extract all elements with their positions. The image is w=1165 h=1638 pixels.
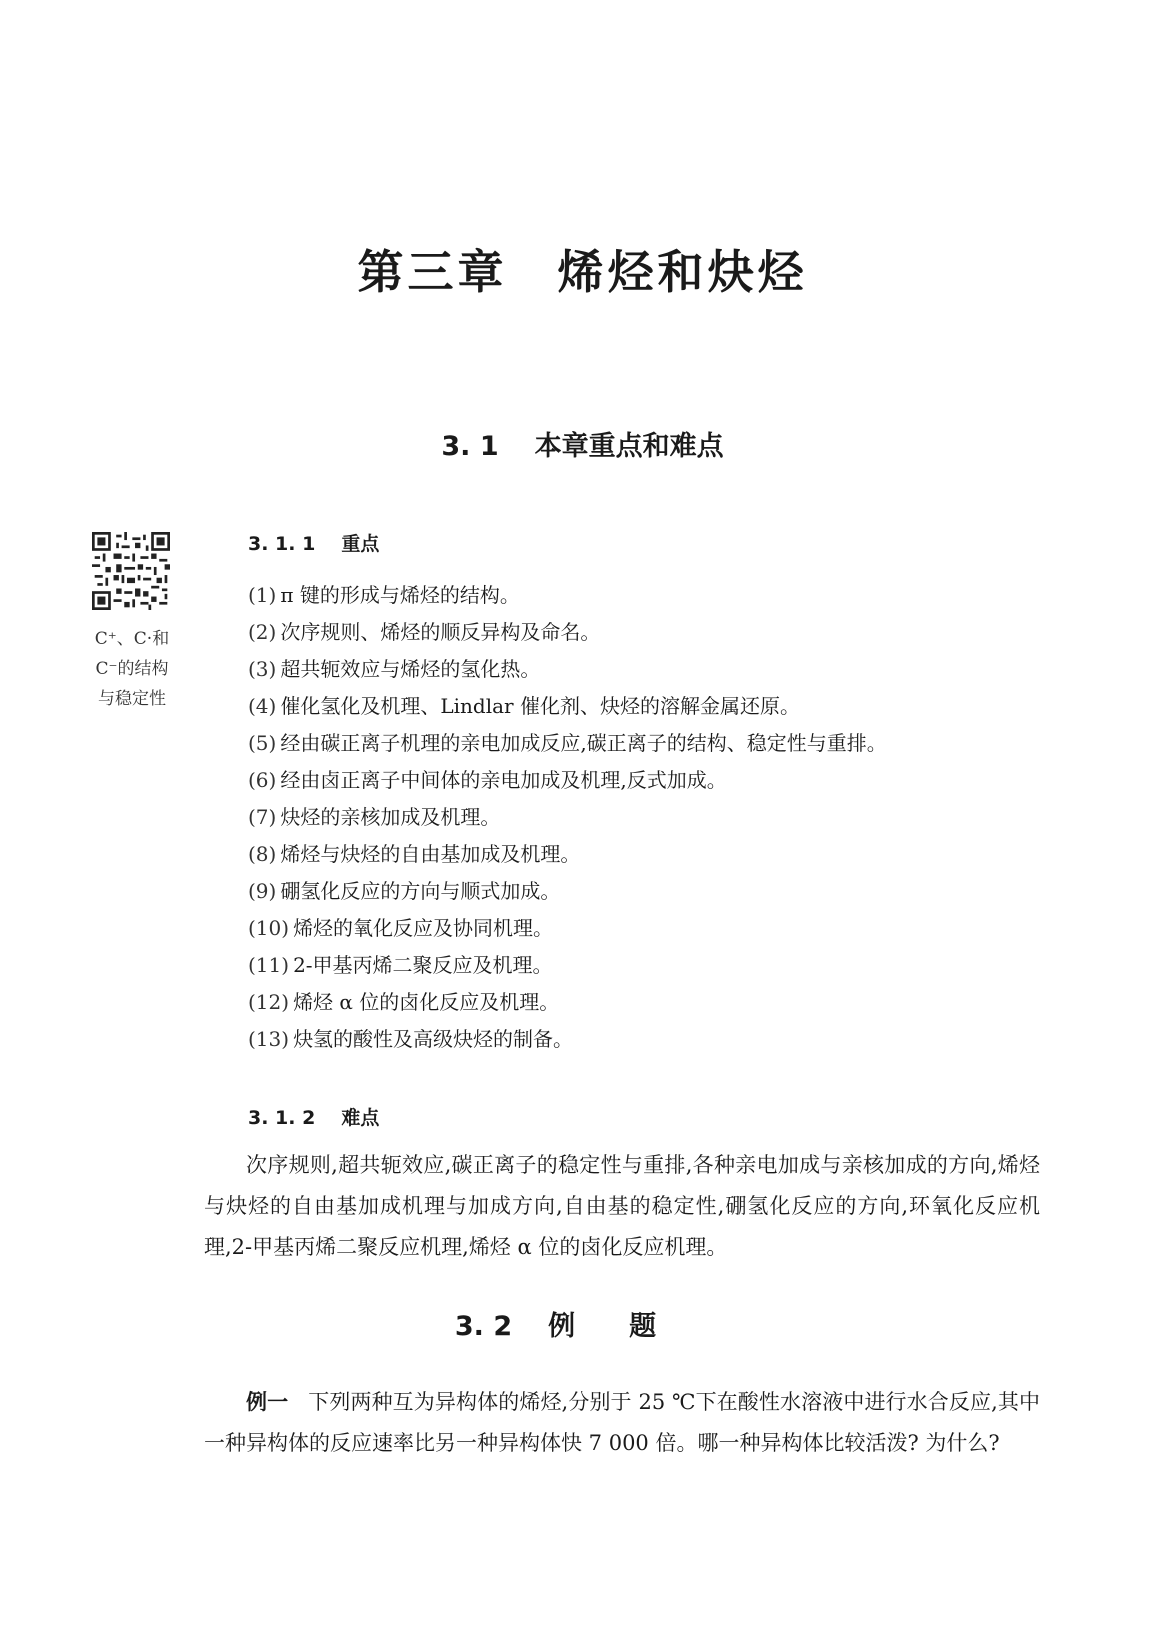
list-item-text: 烯烃的氧化反应及协同机理。 — [293, 916, 554, 940]
qr-caption-line: 与稳定性 — [98, 689, 166, 709]
list-item-text: 次序规则、烯烃的顺反异构及命名。 — [280, 620, 601, 644]
list-item — [248, 836, 1028, 873]
list-item — [248, 910, 1028, 947]
list-item-text: 硼氢化反应的方向与顺式加成。 — [280, 879, 561, 903]
list-item — [248, 725, 1028, 762]
list-item-index: (10) — [248, 916, 290, 940]
list-item-index: (8) — [248, 842, 277, 866]
chapter-title: 第三章 烯烃和炔烃 — [357, 245, 808, 299]
list-item — [248, 984, 1028, 1021]
list-item-text: 经由卤正离子中间体的亲电加成及机理,反式加成。 — [280, 768, 727, 792]
qr-code-icon[interactable] — [92, 532, 170, 610]
qr-code-graphic — [92, 532, 170, 610]
key-points-list — [248, 577, 1028, 1058]
list-item-text: 2-甲基丙烯二聚反应及机理。 — [293, 953, 553, 977]
list-item — [248, 651, 1028, 688]
list-item-index: (9) — [248, 879, 277, 903]
list-item-text: 烯烃与炔烃的自由基加成及机理。 — [280, 842, 581, 866]
subsection-title-text: 重点 — [341, 533, 380, 555]
subsection-title-difficulties — [248, 1103, 379, 1130]
section-title-text: 本章重点和难点 — [534, 431, 724, 462]
subsection-title-text: 难点 — [341, 1107, 380, 1129]
list-item-index: (3) — [248, 657, 277, 681]
list-item-text: 炔烃的亲核加成及机理。 — [280, 805, 501, 829]
list-item-index: (4) — [248, 694, 277, 718]
list-item-text: π 键的形成与烯烃的结构。 — [280, 583, 520, 607]
subsection-title-key-points — [248, 529, 379, 556]
qr-caption-line: C⁻的结构 — [95, 659, 169, 679]
list-item-index: (1) — [248, 583, 277, 607]
qr-caption-line: C⁺、C·和 — [94, 629, 170, 649]
list-item-index: (6) — [248, 768, 277, 792]
list-item-index: (13) — [248, 1027, 290, 1051]
list-item-text: 超共轭效应与烯烃的氢化热。 — [280, 657, 541, 681]
subsection-number: 3. 1. 2 — [248, 1107, 316, 1129]
example-paragraph — [204, 1382, 1040, 1464]
list-item-text: 经由碳正离子机理的亲电加成反应,碳正离子的结构、稳定性与重排。 — [280, 731, 887, 755]
section-number: 3. 1 — [441, 431, 499, 462]
list-item-index: (5) — [248, 731, 277, 755]
subsection-number: 3. 1. 1 — [248, 533, 316, 555]
section-title-key-points — [0, 424, 1165, 463]
list-item — [248, 577, 1028, 614]
qr-caption — [80, 624, 184, 714]
section-title-text: 例题 — [548, 1311, 711, 1342]
list-item — [248, 873, 1028, 910]
list-item — [248, 799, 1028, 836]
list-item — [248, 947, 1028, 984]
list-item-index: (11) — [248, 953, 290, 977]
difficulties-paragraph: 次序规则,超共轭效应,碳正离子的稳定性与重排,各种亲电加成与亲核加成的方向,烯烃与炔烃的自由基加成机理与加成方向,自由基的稳定性,硼氢化反应的方向,环氧化反应机理,2-甲基丙烯二聚反应机理,烯烃 α 位的卤化反应机理。 — [204, 1153, 1040, 1259]
list-item-text: 烯烃 α 位的卤化反应及机理。 — [293, 990, 560, 1014]
example-text: 下列两种互为异构体的烯烃,分别于 25 ℃下在酸性水溶液中进行水合反应,其中一种异构体的反应速率比另一种异构体快 7 000 倍。哪一种异构体比较活泼? 为什么? — [204, 1390, 1041, 1455]
list-item — [248, 614, 1028, 651]
list-item-index: (2) — [248, 620, 277, 644]
example-label: 例一 — [246, 1390, 289, 1414]
section-number: 3. 2 — [454, 1311, 513, 1342]
list-item-text: 催化氢化及机理、Lindlar 催化剂、炔烃的溶解金属还原。 — [280, 694, 800, 718]
list-item-index: (12) — [248, 990, 290, 1014]
list-item — [248, 762, 1028, 799]
section-title-examples — [0, 1304, 1165, 1343]
list-item — [248, 1021, 1028, 1058]
list-item-text: 炔氢的酸性及高级炔烃的制备。 — [293, 1027, 574, 1051]
list-item — [248, 688, 1028, 725]
list-item-index: (7) — [248, 805, 277, 829]
